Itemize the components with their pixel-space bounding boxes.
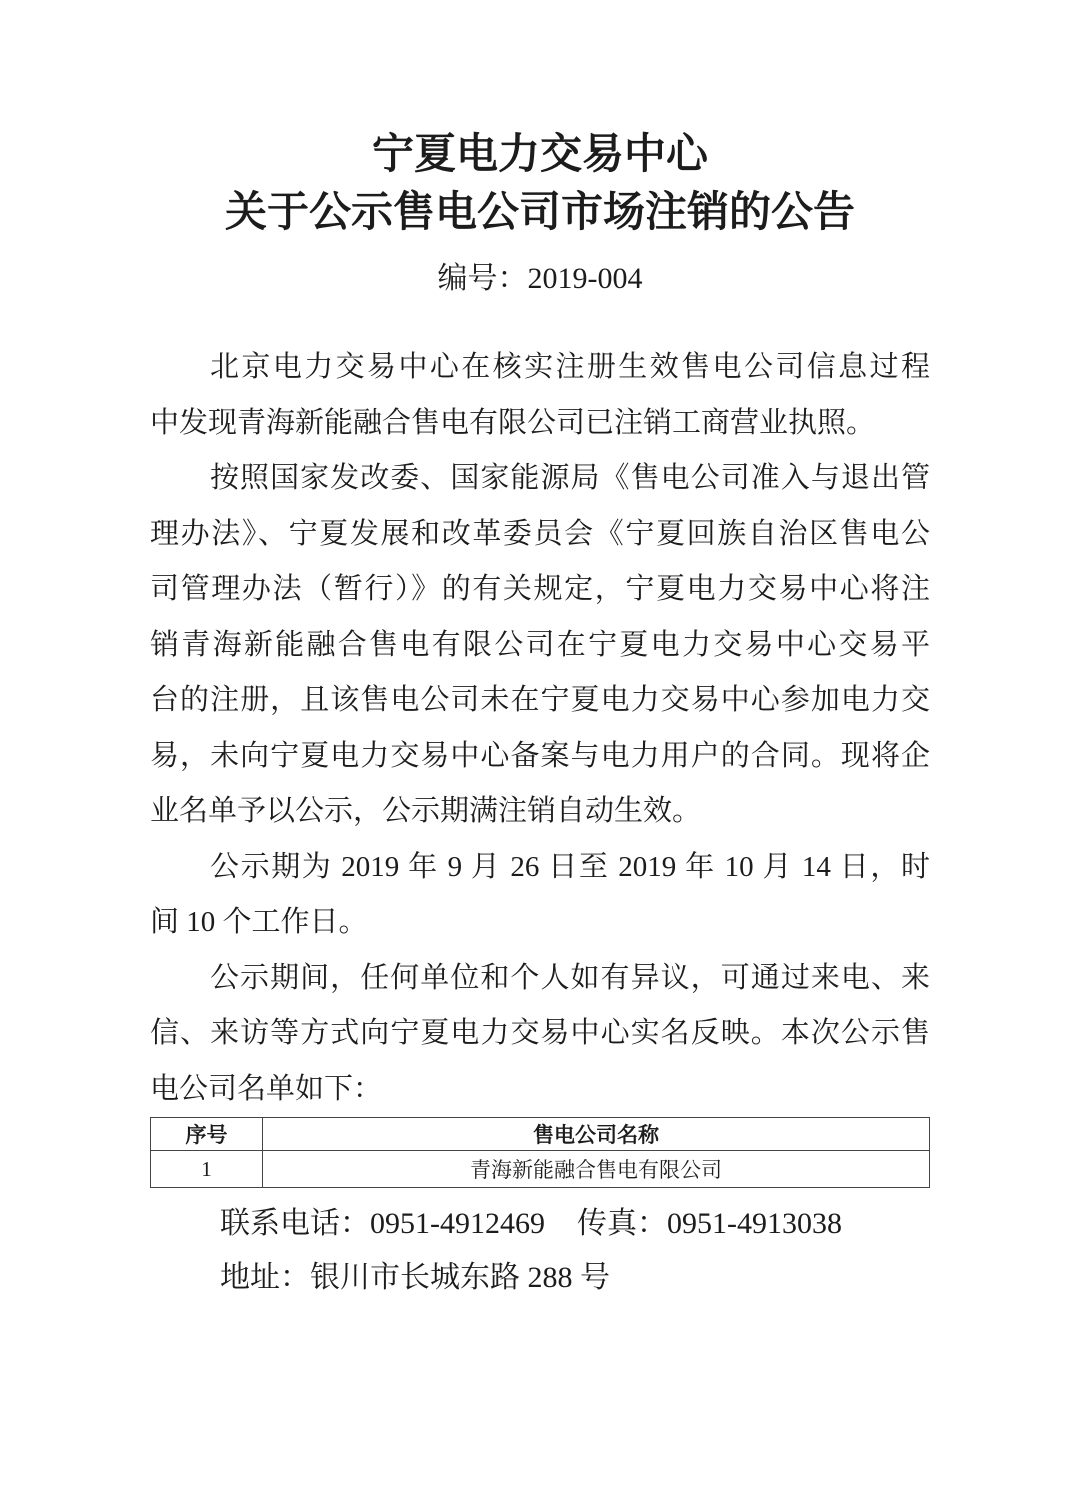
- document-page: [0, 126, 1080, 1300]
- table-cell: 青海新能融合售电有限公司: [263, 1151, 930, 1188]
- paragraph-3-line: 公示期为 2019 年 9 月 26 日至 2019 年 10 月 14 日，时: [210, 850, 930, 883]
- paragraph-2-line: 按照国家发改委、国家能源局《售电公司准入与退出管: [210, 462, 930, 494]
- paragraph-2-line: 台的注册，且该售电公司未在宁夏电力交易中心参加电力交: [150, 684, 930, 716]
- company-table: [150, 1117, 930, 1188]
- paragraph-2-line: 销青海新能融合售电有限公司在宁夏电力交易中心交易平: [150, 628, 930, 661]
- contact-phone: [220, 1202, 545, 1246]
- table-body: [151, 1151, 930, 1188]
- paragraph-2-line: 业名单予以公示，公示期满注销自动生效。: [150, 795, 702, 827]
- document-body: [150, 340, 930, 1117]
- paragraph-4-line: 信、来访等方式向宁夏电力交易中心实名反映。本次公示售: [150, 1017, 930, 1049]
- paragraph-2-line: 理办法》、宁夏发展和改革委员会《宁夏回族自治区售电公: [150, 517, 930, 550]
- paragraph-4-line: 电公司名单如下：: [150, 1072, 383, 1105]
- contact-line: [150, 1202, 930, 1246]
- paragraph-2-line: 易，未向宁夏电力交易中心备案与电力用户的合同。现将企: [150, 739, 930, 772]
- document-subtitle: 关于公示售电公司市场注销的公告: [224, 190, 855, 236]
- table-row: [151, 1151, 930, 1188]
- address-value: 银川市长城东路 288 号: [310, 1261, 610, 1294]
- contact-phone-number: 0951-4912469: [370, 1207, 545, 1240]
- table-header-cell: 序号: [151, 1118, 263, 1151]
- table-cell: 1: [151, 1151, 263, 1188]
- paragraph-1-line: 中发现青海新能融合售电有限公司已注销工商营业执照。: [150, 406, 876, 439]
- paragraph-3-line: 间 10 个工作日。: [150, 906, 368, 938]
- paragraph-4-line: 公示期间，任何单位和个人如有异议，可通过来电、来: [210, 961, 930, 994]
- table-header-row: [151, 1118, 930, 1151]
- address-label: 地址：: [220, 1261, 310, 1294]
- paragraph-1-line: 北京电力交易中心在核实注册生效售电公司信息过程: [210, 351, 930, 383]
- table-header-cell: 售电公司名称: [263, 1118, 930, 1151]
- contact-fax-label: 传真：: [577, 1207, 667, 1240]
- contact-phone-label: 联系电话：: [220, 1207, 370, 1240]
- contact-fax-number: 0951-4913038: [667, 1207, 842, 1240]
- document-number: 编号：2019-004: [437, 262, 643, 295]
- document-title: 宁夏电力交易中心: [371, 132, 708, 178]
- paragraph-2-line: 司管理办法（暂行）》的有关规定，宁夏电力交易中心将注: [150, 573, 930, 605]
- address-line: [150, 1256, 930, 1300]
- contact-fax: [577, 1202, 842, 1246]
